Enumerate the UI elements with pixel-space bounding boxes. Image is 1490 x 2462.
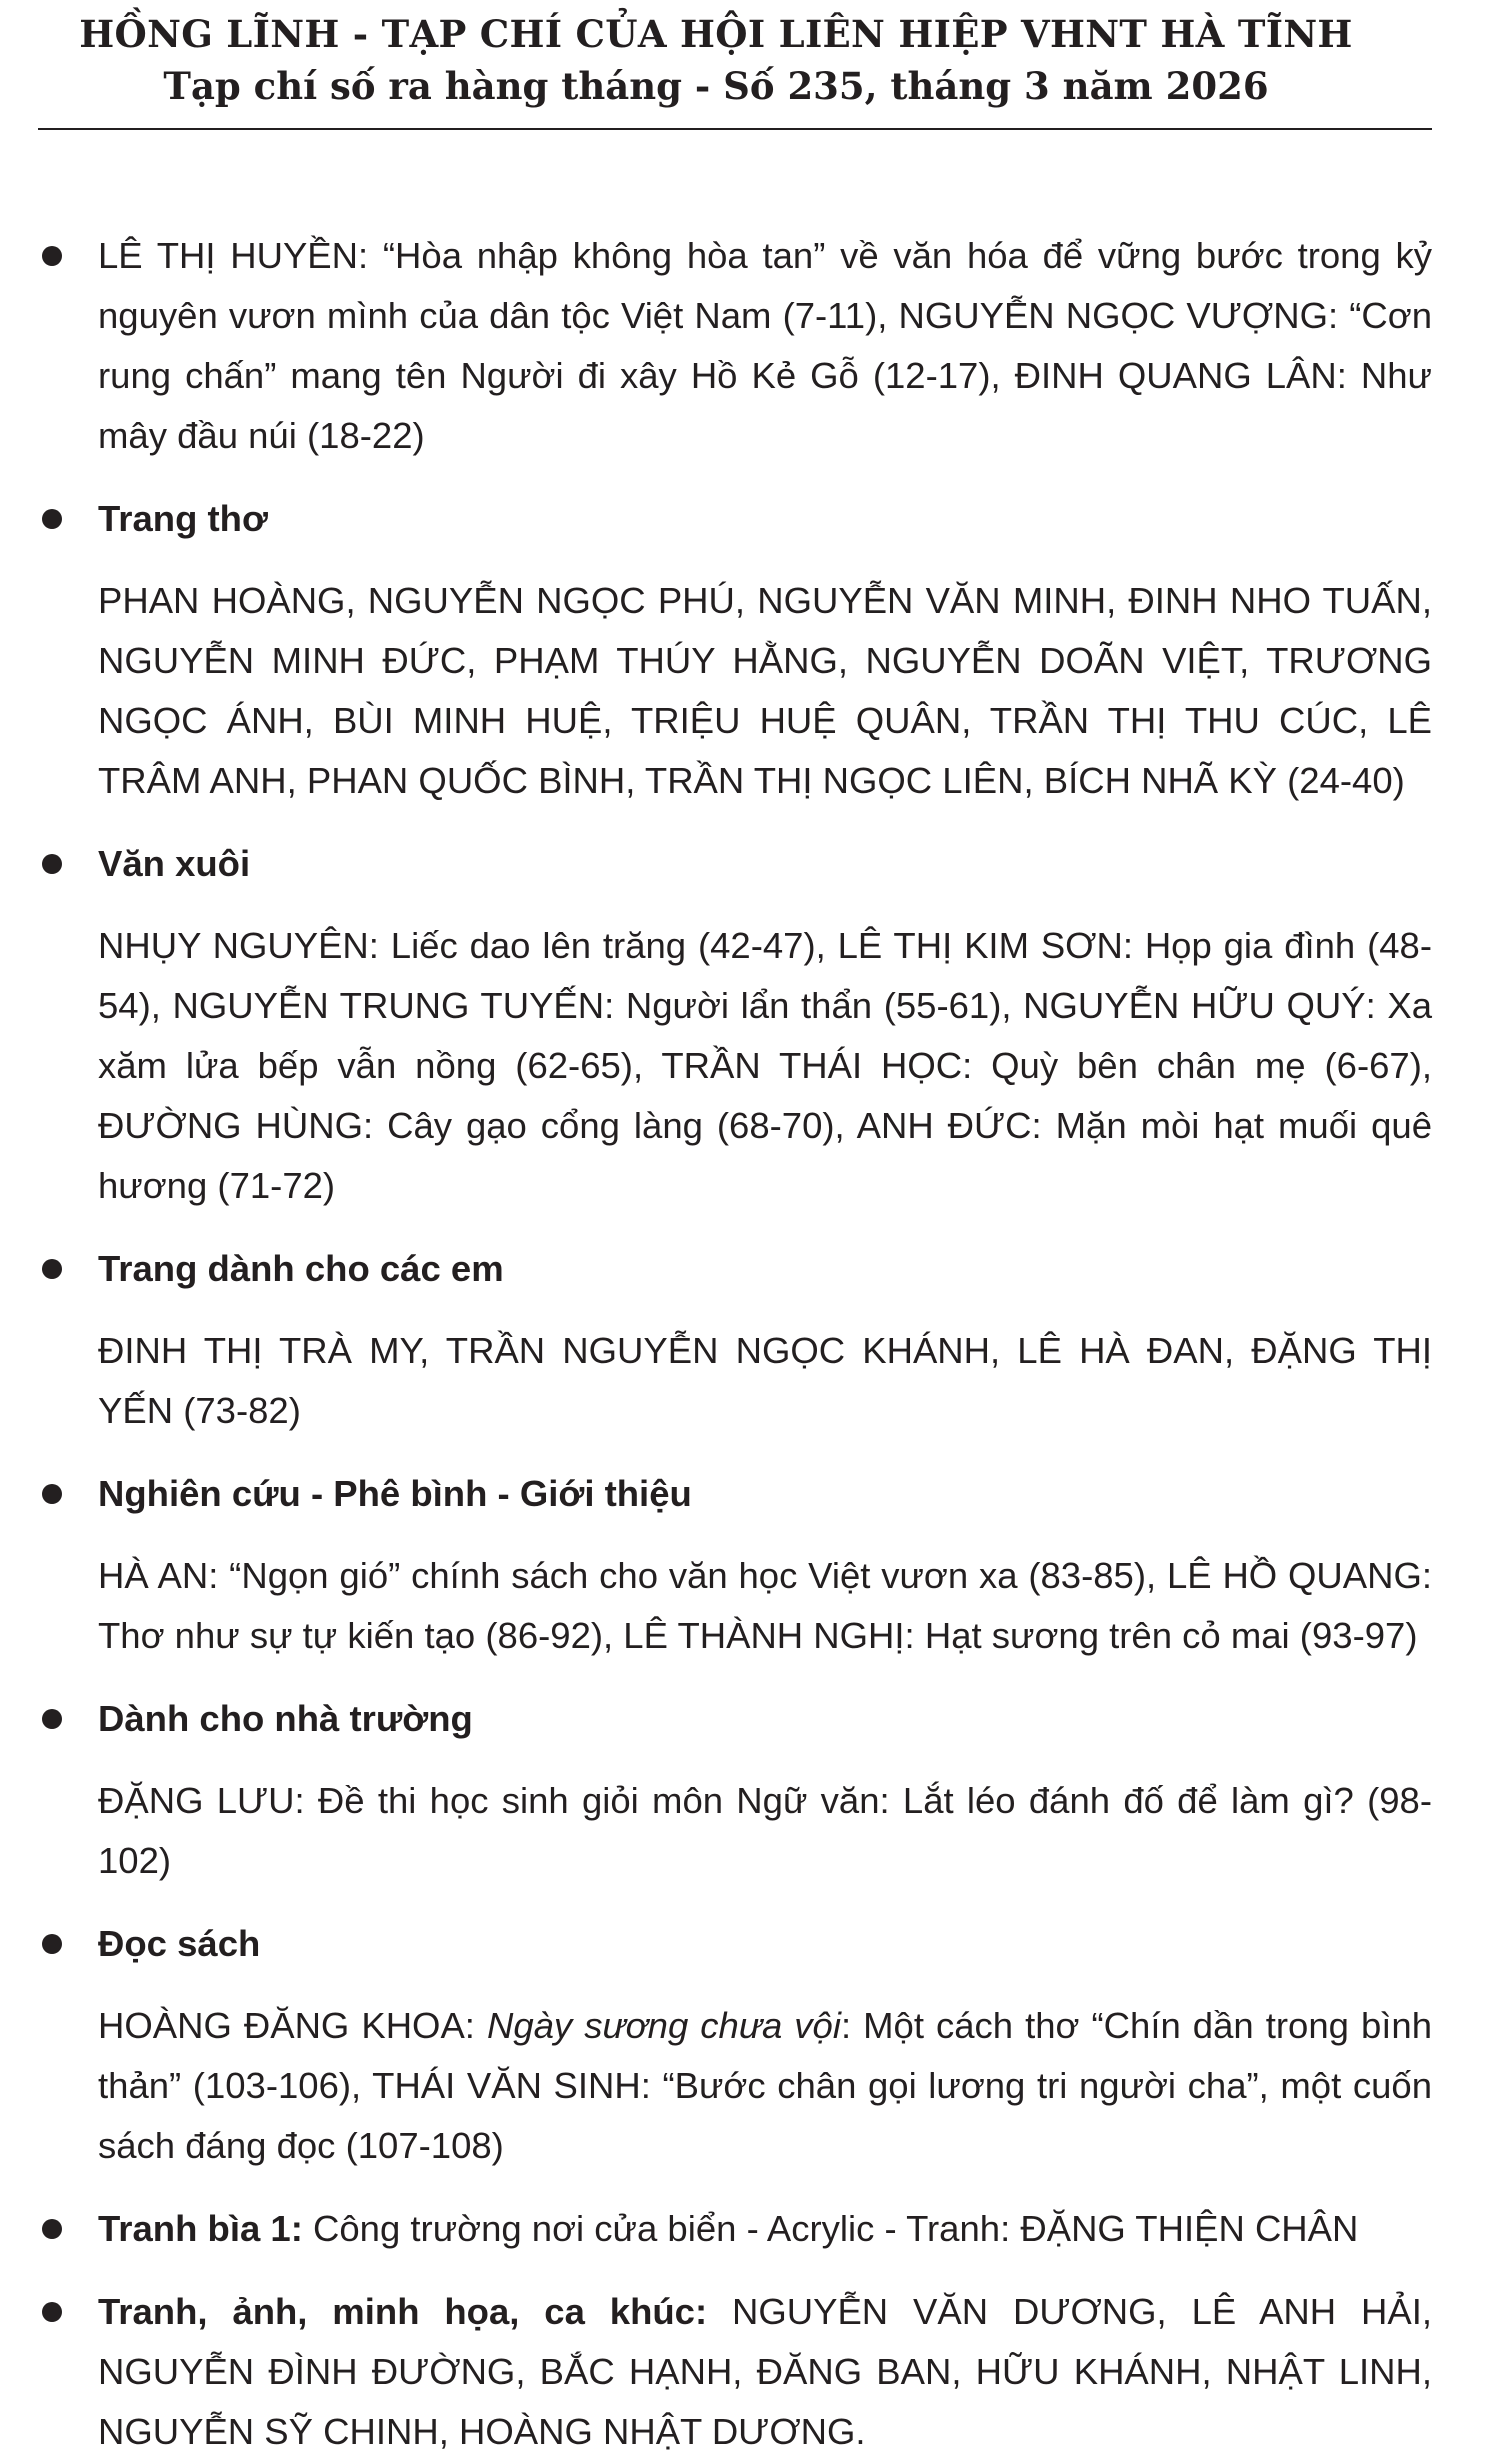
- section-body: ĐINH THỊ TRÀ MY, TRẦN NGUYỄN NGỌC KHÁNH, LÊ HÀ ĐAN, ĐẶNG THỊ YẾN (73-82): [98, 1330, 1432, 1431]
- toc-item-intro: [38, 226, 1432, 466]
- bullet-icon: [42, 2302, 62, 2322]
- masthead: [0, 8, 1432, 112]
- magazine-title: HỒNG LĨNH - TẠP CHÍ CỦA HỘI LIÊN HIỆP VHNT HÀ TĨNH: [79, 12, 1353, 56]
- section-heading: Đọc sách: [98, 1923, 261, 1964]
- section-body: [98, 1996, 1432, 2176]
- toc-cover: [38, 2199, 1432, 2259]
- toc-section-prose: [38, 834, 1432, 1216]
- section-body: NHỤY NGUYÊN: Liếc dao lên trăng (42-47), LÊ THỊ KIM SƠN: Họp gia đình (48-54), NGUYỄN TRUNG TUYẾN: Người lẩn thẩn (55-61), NGUYỄN HỮU QUÝ: Xa xăm lửa bếp vẫn nồng (62-65), TRẦN THÁI HỌC: Quỳ bên chân mẹ (6-67), ĐƯỜNG HÙNG: Cây gạo cổng làng (68-70), ANH ĐỨC: Mặn mòi hạt muối quê hương (71-72): [98, 925, 1432, 1206]
- bullet-icon: [42, 1259, 62, 1279]
- toc-section-poetry: [38, 489, 1432, 811]
- toc-section-reading: [38, 1914, 1432, 2176]
- bullet-icon: [42, 2219, 62, 2239]
- bullet-icon: [42, 509, 62, 529]
- section-heading: Nghiên cứu - Phê bình - Giới thiệu: [98, 1473, 692, 1514]
- section-heading: Văn xuôi: [98, 843, 251, 884]
- toc-illustrations: [38, 2282, 1432, 2462]
- illustrations-credits: NGUYỄN VĂN DƯƠNG, LÊ ANH HẢI, NGUYỄN ĐÌNH ĐƯỜNG, BẮC HẠNH, ĐĂNG BAN, HỮU KHÁNH, NHẬT LINH, NGUYỄN SỸ CHINH, HOÀNG NHẬT DƯƠNG.: [98, 2291, 1433, 2452]
- cover-label: Tranh bìa 1:: [98, 2208, 303, 2249]
- header-divider: [38, 128, 1432, 130]
- bullet-icon: [42, 854, 62, 874]
- issue-subtitle: Tạp chí số ra hàng tháng - Số 235, tháng 3 năm 2026: [163, 64, 1269, 108]
- toc-intro-text: LÊ THỊ HUYỀN: “Hòa nhập không hòa tan” về văn hóa để vững bước trong kỷ nguyên vươn mình của dân tộc Việt Nam (7-11), NGUYỄN NGỌC VƯỢNG: “Cơn rung chấn” mang tên Người đi xây Hồ Kẻ Gỗ (12-17), ĐINH QUANG LÂN: Như mây đầu núi (18-22): [98, 235, 1432, 456]
- section-heading: Trang dành cho các em: [98, 1248, 504, 1289]
- section-heading: Trang thơ: [98, 498, 268, 539]
- section-body: ĐẶNG LƯU: Đề thi học sinh giỏi môn Ngữ văn: Lắt léo đánh đố để làm gì? (98-102): [98, 1780, 1432, 1881]
- reading-author: HOÀNG ĐĂNG KHOA:: [98, 2005, 487, 2046]
- section-heading: Dành cho nhà trường: [98, 1698, 473, 1739]
- reading-rest: : Một cách thơ “Chín dần trong bình thản” (103-106), THÁI VĂN SINH: “Bước chân gọi lương tri người cha”, một cuốn sách đáng đọc (107-108): [98, 2005, 1432, 2166]
- toc-section-children: [38, 1239, 1432, 1441]
- cover-text: [98, 2199, 1432, 2259]
- reading-book-title: Ngày sương chưa vội: [486, 2005, 841, 2046]
- table-of-contents: [38, 226, 1432, 2462]
- section-body: HÀ AN: “Ngọn gió” chính sách cho văn học Việt vươn xa (83-85), LÊ HỒ QUANG: Thơ như sự tự kiến tạo (86-92), LÊ THÀNH NGHỊ: Hạt sương trên cỏ mai (93-97): [98, 1555, 1432, 1656]
- section-body: PHAN HOÀNG, NGUYỄN NGỌC PHÚ, NGUYỄN VĂN MINH, ĐINH NHO TUẤN, NGUYỄN MINH ĐỨC, PHẠM THÚY HẰNG, NGUYỄN DOÃN VIỆT, TRƯƠNG NGỌC ÁNH, BÙI MINH HUỆ, TRIỆU HUỆ QUÂN, TRẦN THỊ THU CÚC, LÊ TRÂM ANH, PHAN QUỐC BÌNH, TRẦN THỊ NGỌC LIÊN, BÍCH NHÃ KỲ (24-40): [98, 580, 1432, 801]
- bullet-icon: [42, 1709, 62, 1729]
- illustrations-label: Tranh, ảnh, minh họa, ca khúc:: [98, 2291, 708, 2332]
- illustrations-text: [98, 2282, 1432, 2462]
- cover-description: Công trường nơi cửa biển - Acrylic - Tranh: ĐẶNG THIỆN CHÂN: [302, 2208, 1359, 2249]
- bullet-icon: [42, 1484, 62, 1504]
- bullet-icon: [42, 246, 62, 266]
- toc-section-research: [38, 1464, 1432, 1666]
- bullet-icon: [42, 1934, 62, 1954]
- toc-section-school: [38, 1689, 1432, 1891]
